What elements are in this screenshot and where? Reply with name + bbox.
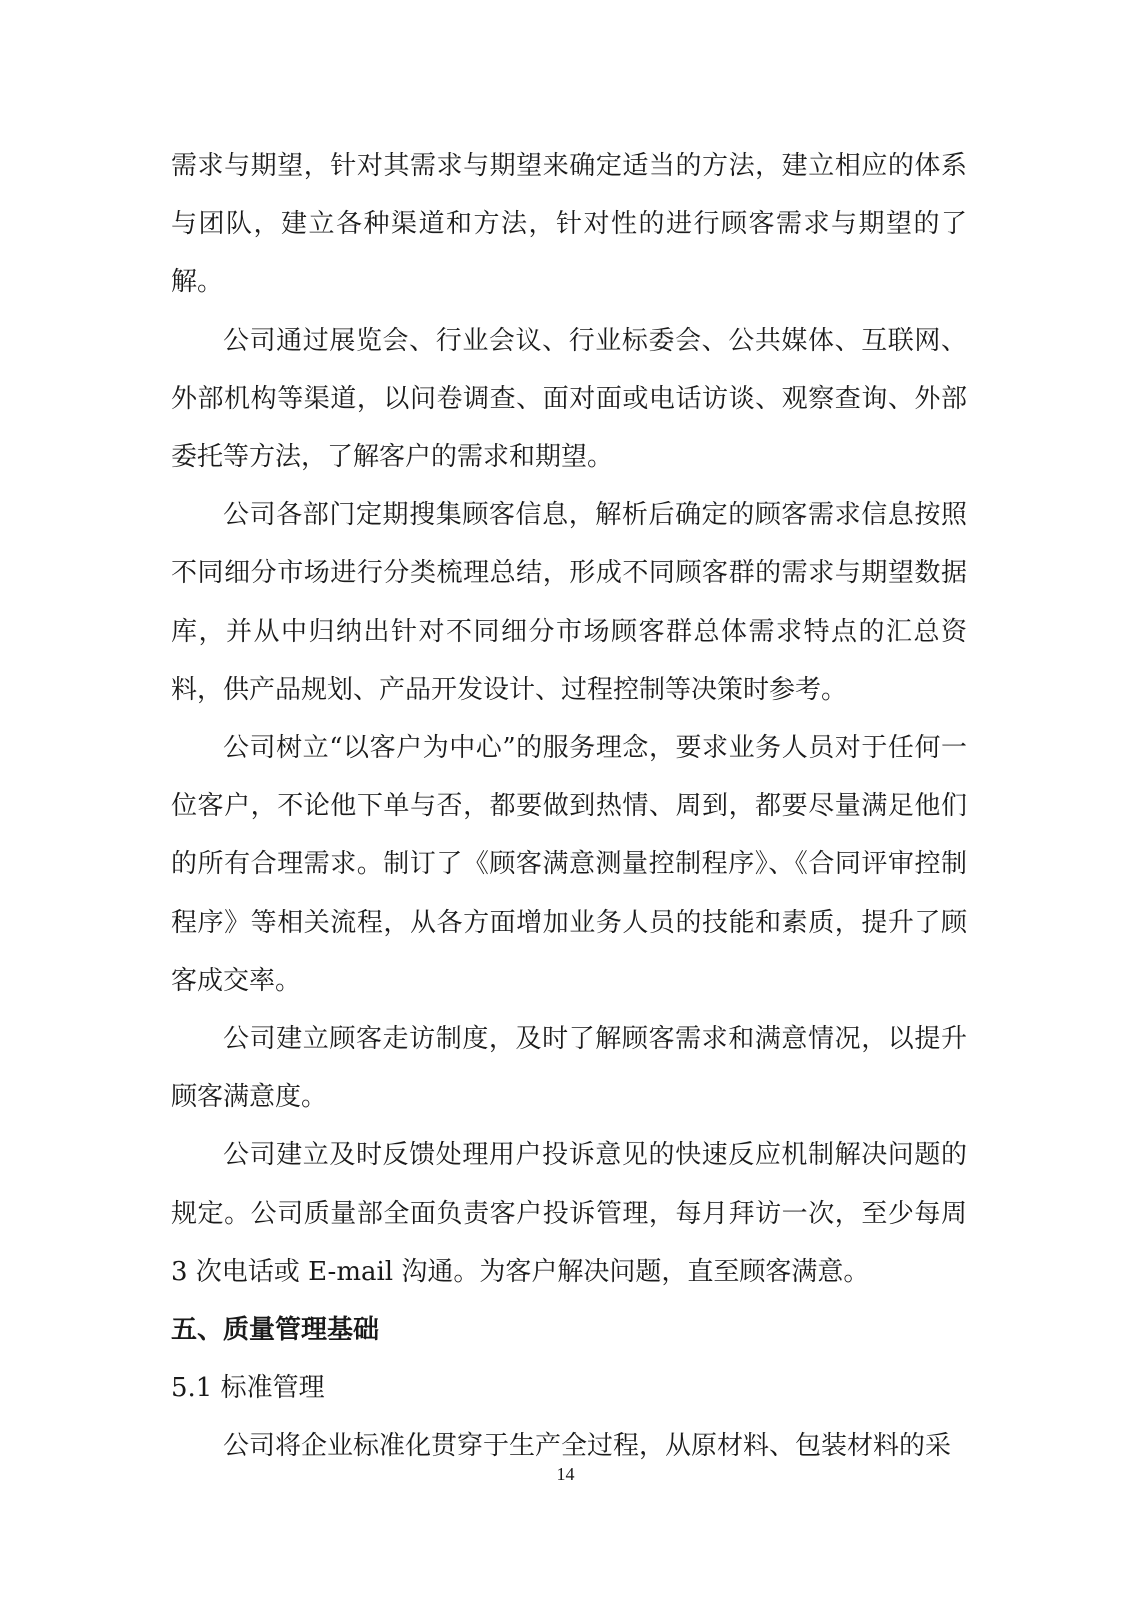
body-paragraph: 公司将企业标准化贯穿于生产全过程，从原材料、包装材料的采: [223, 1431, 952, 1462]
body-paragraph: 公司建立及时反馈处理用户投诉意见的快速反应机制解决问题的规定。公司质量部全面负责客户投诉管理，每月拜访一次，至少每周 3 次电话或 E-mail 沟通。为客户解决问题，直至顾客满意。: [171, 1140, 967, 1287]
page-number: 14: [556, 1464, 575, 1484]
body-paragraph: 公司各部门定期搜集顾客信息，解析后确定的顾客需求信息按照不同细分市场进行分类梳理总结，形成不同顾客群的需求与期望数据库，并从中归纳出针对不同细分市场顾客群总体需求特点的汇总资料，供产品规划、产品开发设计、过程控制等决策时参考。: [171, 500, 967, 705]
subsection-heading: 5.1 标准管理: [171, 1373, 325, 1404]
body-paragraph: 公司建立顾客走访制度，及时了解顾客需求和满意情况，以提升顾客满意度。: [171, 1024, 967, 1113]
page-body: [171, 137, 967, 1476]
body-paragraph: 公司通过展览会、行业会议、行业标委会、公共媒体、互联网、外部机构等渠道，以问卷调查、面对面或电话访谈、观察查询、外部委托等方法，了解客户的需求和期望。: [171, 325, 967, 473]
body-paragraph: 公司树立“以客户为中心”的服务理念，要求业务人员对于任何一位客户，不论他下单与否，都要做到热情、周到，都要尽量满足他们的所有合理需求。制订了《顾客满意测量控制程序》、《合同评审控制程序》等相关流程，从各方面增加业务人员的技能和素质，提升了顾客成交率。: [171, 733, 967, 996]
section-heading: 五、质量管理基础: [171, 1315, 380, 1346]
body-paragraph: 需求与期望，针对其需求与期望来确定适当的方法，建立相应的体系与团队，建立各种渠道和方法，针对性的进行顾客需求与期望的了解。: [171, 151, 967, 298]
